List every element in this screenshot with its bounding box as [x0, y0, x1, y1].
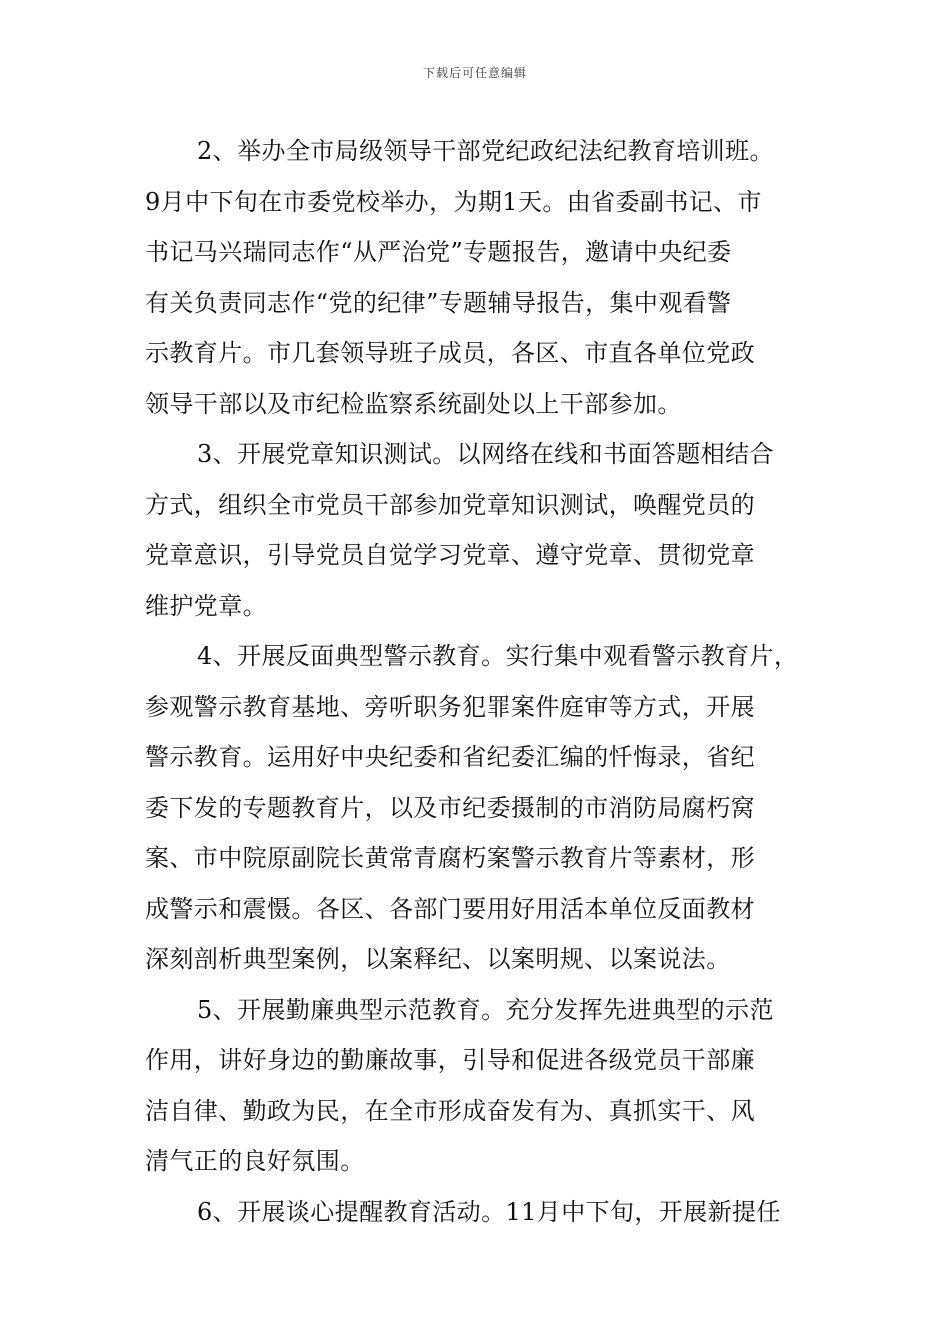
paragraph-line: 4、开展反面典型警示教育。实行集中观看警示教育片， [197, 642, 799, 670]
paragraph-line: 3、开展党章知识测试。以网络在线和书面答题相结合 [197, 440, 774, 468]
page-header: 下载后可任意编辑 [422, 66, 527, 80]
paragraph-line: 有关负责同志作“党的纪律”专题辅导报告，集中观看警 [145, 288, 732, 317]
paragraph-line: 6、开展谈心提醒教育活动。11月中下旬，开展新提任 [197, 1197, 781, 1226]
paragraph-line: 党章意识，引导党员自觉学习党章、遵守党章、贯彻党章 [145, 541, 755, 569]
paragraph-line: 方式，组织全市党员干部参加党章知识测试，唤醒党员的 [145, 490, 755, 519]
paragraph-line: 作用，讲好身边的勤廉故事，引导和促进各级党员干部廉 [145, 1046, 755, 1074]
paragraph-line: 案、市中院原副院长黄常青腐朽案警示教育片等素材，形 [145, 844, 755, 872]
paragraph-line: 2、举办全市局级领导干部党纪政纪法纪教育培训班。 [197, 137, 774, 165]
paragraph-line: 洁自律、勤政为民，在全市形成奋发有为、真抓实干、风 [145, 1096, 755, 1125]
paragraph-line: 警示教育。运用好中央纪委和省纪委汇编的忏悔录，省纪 [145, 743, 755, 771]
paragraph-line: 深刻剖析典型案例，以案释纪、以案明规、以案说法。 [145, 945, 731, 973]
paragraph-line: 5、开展勤廉典型示范教育。充分发挥先进典型的示范 [197, 995, 774, 1024]
paragraph-line: 维护党章。 [145, 591, 267, 620]
document-body [145, 126, 825, 1237]
paragraph-line: 领导干部以及市纪检监察系统副处以上干部参加。 [145, 389, 682, 418]
paragraph-line: 成警示和震慑。各区、各部门要用好用活本单位反面教材 [145, 894, 755, 923]
paragraph-line: 参观警示教育基地、旁听职务犯罪案件庭审等方式，开展 [145, 692, 755, 721]
paragraph-line: 9月中下旬在市委党校举办，为期1天。由省委副书记、市 [145, 187, 762, 216]
paragraph-line: 示教育片。市几套领导班子成员，各区、市直各单位党政 [145, 339, 755, 367]
paragraph-line: 委下发的专题教育片，以及市纪委摄制的市消防局腐朽窝 [145, 793, 755, 822]
paragraph-line: 清气正的良好氛围。 [145, 1147, 365, 1175]
paragraph-line: 书记马兴瑞同志作“从严治党”专题报告，邀请中央纪委 [145, 238, 732, 266]
